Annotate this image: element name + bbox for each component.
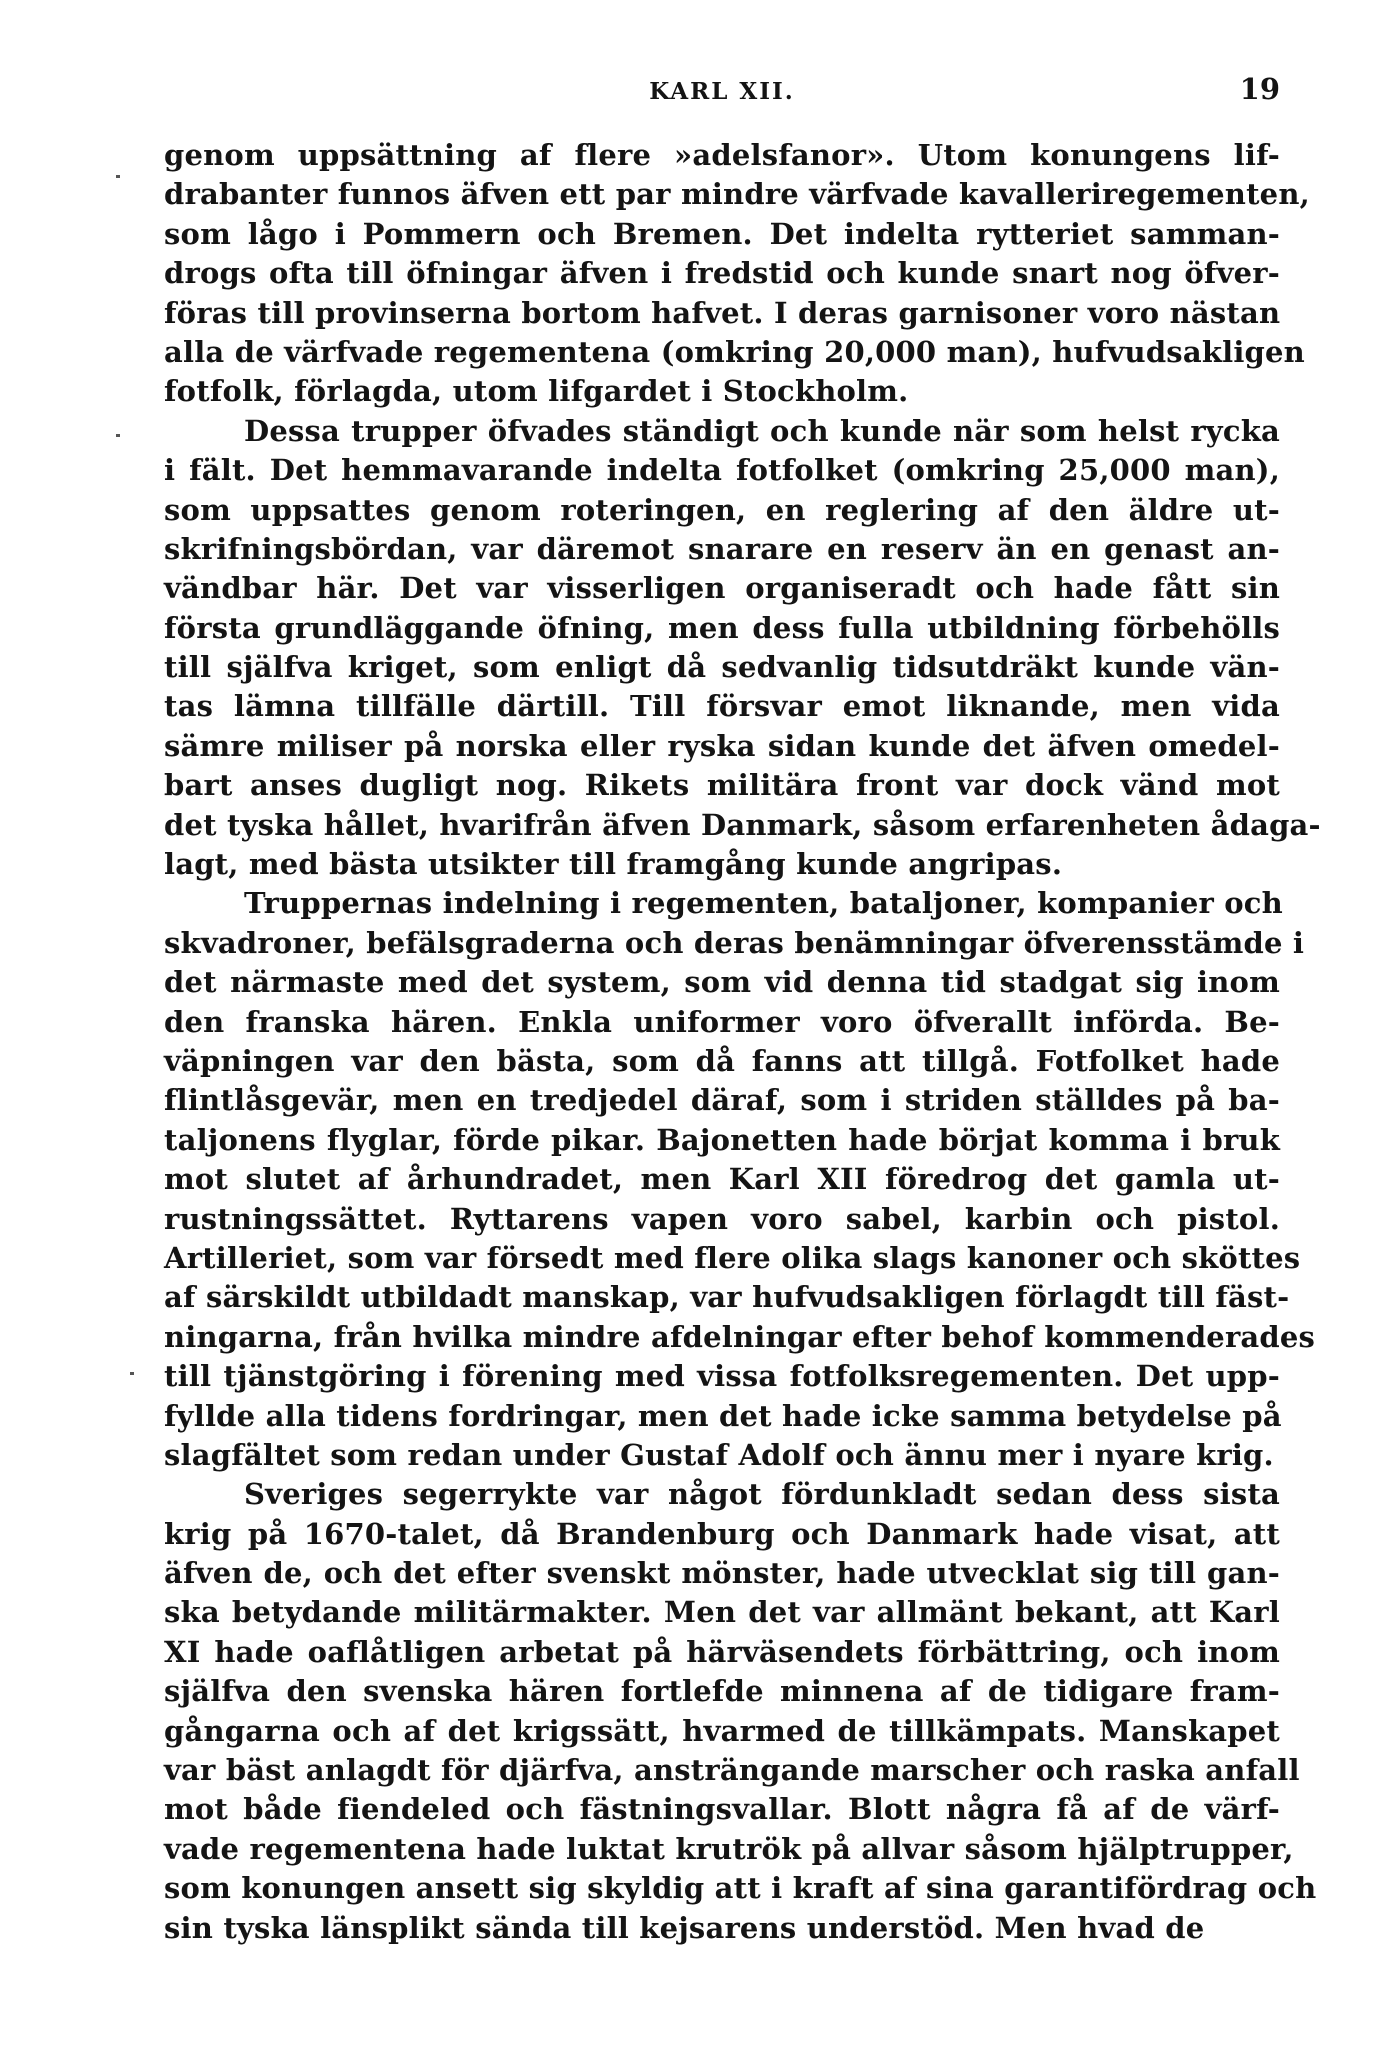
text-line: Sveriges segerrykte var något fördunkladt sedan dess sista [244,1477,1280,1512]
text-line: krig på 1670-talet, då Brandenburg och Danmark hade visat, att [164,1516,1280,1551]
text-line: drogs ofta till öfningar äfven i fredstid och kunde snart nog öfver- [164,256,1280,291]
text-line: till tjänstgöring i förening med vissa fotfolksregementen. Det upp- [164,1359,1280,1394]
text-line: bart anses dugligt nog. Rikets militära front var dock vänd mot [164,768,1280,803]
text-line: Dessa trupper öfvades ständigt och kunde när som helst rycka [244,413,1280,448]
text-line: mot slutet af århundradet, men Karl XII föredrog det gamla ut- [164,1162,1280,1197]
margin-speck [130,1372,134,1375]
text-line: ningarna, från hvilka mindre afdelningar efter behof kommenderades [164,1319,1316,1354]
text-line: genom uppsättning af flere »adelsfanor». Utom konungens lif- [164,138,1280,172]
text-line: själfva den svenska hären fortlefde minnena af de tidigare fram- [164,1674,1280,1709]
text-line: som konungen ansett sig skyldig att i kraft af sina garantifördrag och [164,1871,1317,1906]
text-line: mot både fiendeled och fästningsvallar. Blott några få af de värf- [164,1792,1280,1827]
text-line: af särskildt utbildadt manskap, var hufvudsakligen förlagdt till fäst- [164,1280,1290,1315]
text-line: skvadroner, befälsgraderna och deras benämningar öfverensstämde i [164,925,1305,960]
text-line: det närmaste med det system, som vid denna tid stadgat sig inom [164,965,1280,1000]
text-line: slagfältet som redan under Gustaf Adolf och ännu mer i nyare krig. [164,1437,1274,1472]
margin-speck [116,434,120,437]
text-line: gångarna och af det krigssätt, hvarmed de tillkämpats. Manskapet [164,1713,1280,1748]
text-line: rustningssättet. Ryttarens vapen voro sabel, karbin och pistol. [164,1201,1280,1236]
text-line: fyllde alla tidens fordringar, men det hade icke samma betydelse på [164,1398,1282,1433]
text-line: vade regementena hade luktat krutrök på allvar såsom hjälptrupper, [164,1831,1294,1866]
text-line: väpningen var den bästa, som då fanns att tillgå. Fotfolket hade [164,1043,1280,1078]
text-line: alla de värfvade regementena (omkring 20,000 man), hufvudsakligen [164,334,1305,369]
text-line: var bäst anlagdt för djärfva, ansträngande marscher och raska anfall [164,1753,1300,1788]
paragraph [164,412,1321,885]
text-line: skrifningsbördan, var däremot snarare en reserv än en genast an- [164,531,1280,566]
page-header [164,72,1280,112]
text-line: som uppsattes genom roteringen, en reglering af den äldre ut- [164,492,1280,527]
text-line: flintlåsgevär, men en tredjedel däraf, som i striden ställdes på ba- [164,1083,1280,1118]
paragraph [164,1475,1317,1948]
text-line: fotfolk, förlagda, utom lifgardet i Stockholm. [164,374,909,409]
text-line: den franska hären. Enkla uniformer voro öfverallt införda. Be- [164,1004,1280,1039]
running-title: KARL XII. [649,78,795,105]
text-line: drabanter funnos äfven ett par mindre värfvade kavalleriregementen, [164,177,1310,212]
text-line: sämre miliser på norska eller ryska sidan kunde det äfven omedel- [164,728,1280,763]
text-line: vändbar här. Det var visserligen organiseradt och hade fått sin [164,571,1280,606]
body-text [164,136,1321,1948]
text-line: Artilleriet, som var försedt med flere olika slags kanoner och sköttes [164,1240,1301,1275]
text-line: som lågo i Pommern och Bremen. Det indelta rytteriet samman- [164,216,1280,251]
text-line: taljonens flyglar, förde pikar. Bajonetten hade börjat komma i bruk [164,1122,1280,1157]
page-number: 19 [1239,72,1280,106]
text-line: tas lämna tillfälle därtill. Till försvar emot liknande, men vida [164,689,1280,724]
margin-speck [116,175,120,178]
text-line: äfven de, och det efter svenskt mönster, hade utvecklat sig till gan- [164,1556,1280,1591]
text-line: i fält. Det hemmavarande indelta fotfolket (omkring 25,000 man), [164,453,1280,488]
text-line: det tyska hållet, hvarifrån äfven Danmark, såsom erfarenheten ådaga- [164,807,1321,842]
text-line: Truppernas indelning i regementen, bataljoner, kompanier och [244,886,1283,921]
text-line: föras till provinserna bortom hafvet. I deras garnisoner voro nästan [164,295,1281,330]
paragraph [164,884,1316,1475]
text-line: XI hade oaflåtligen arbetat på härväsendets förbättring, och inom [164,1634,1280,1669]
text-line: sin tyska länsplikt sända till kejsarens understöd. Men hvad de [164,1910,1205,1945]
text-line: första grundläggande öfning, men dess fulla utbildning förbehölls [164,610,1280,645]
paragraph [164,136,1310,412]
text-line: till själfva kriget, som enligt då sedvanlig tidsutdräkt kunde vän- [164,650,1280,685]
text-line: ska betydande militärmakter. Men det var allmänt bekant, att Karl [164,1595,1280,1630]
text-line: lagt, med bästa utsikter till framgång kunde angripas. [164,847,1063,882]
